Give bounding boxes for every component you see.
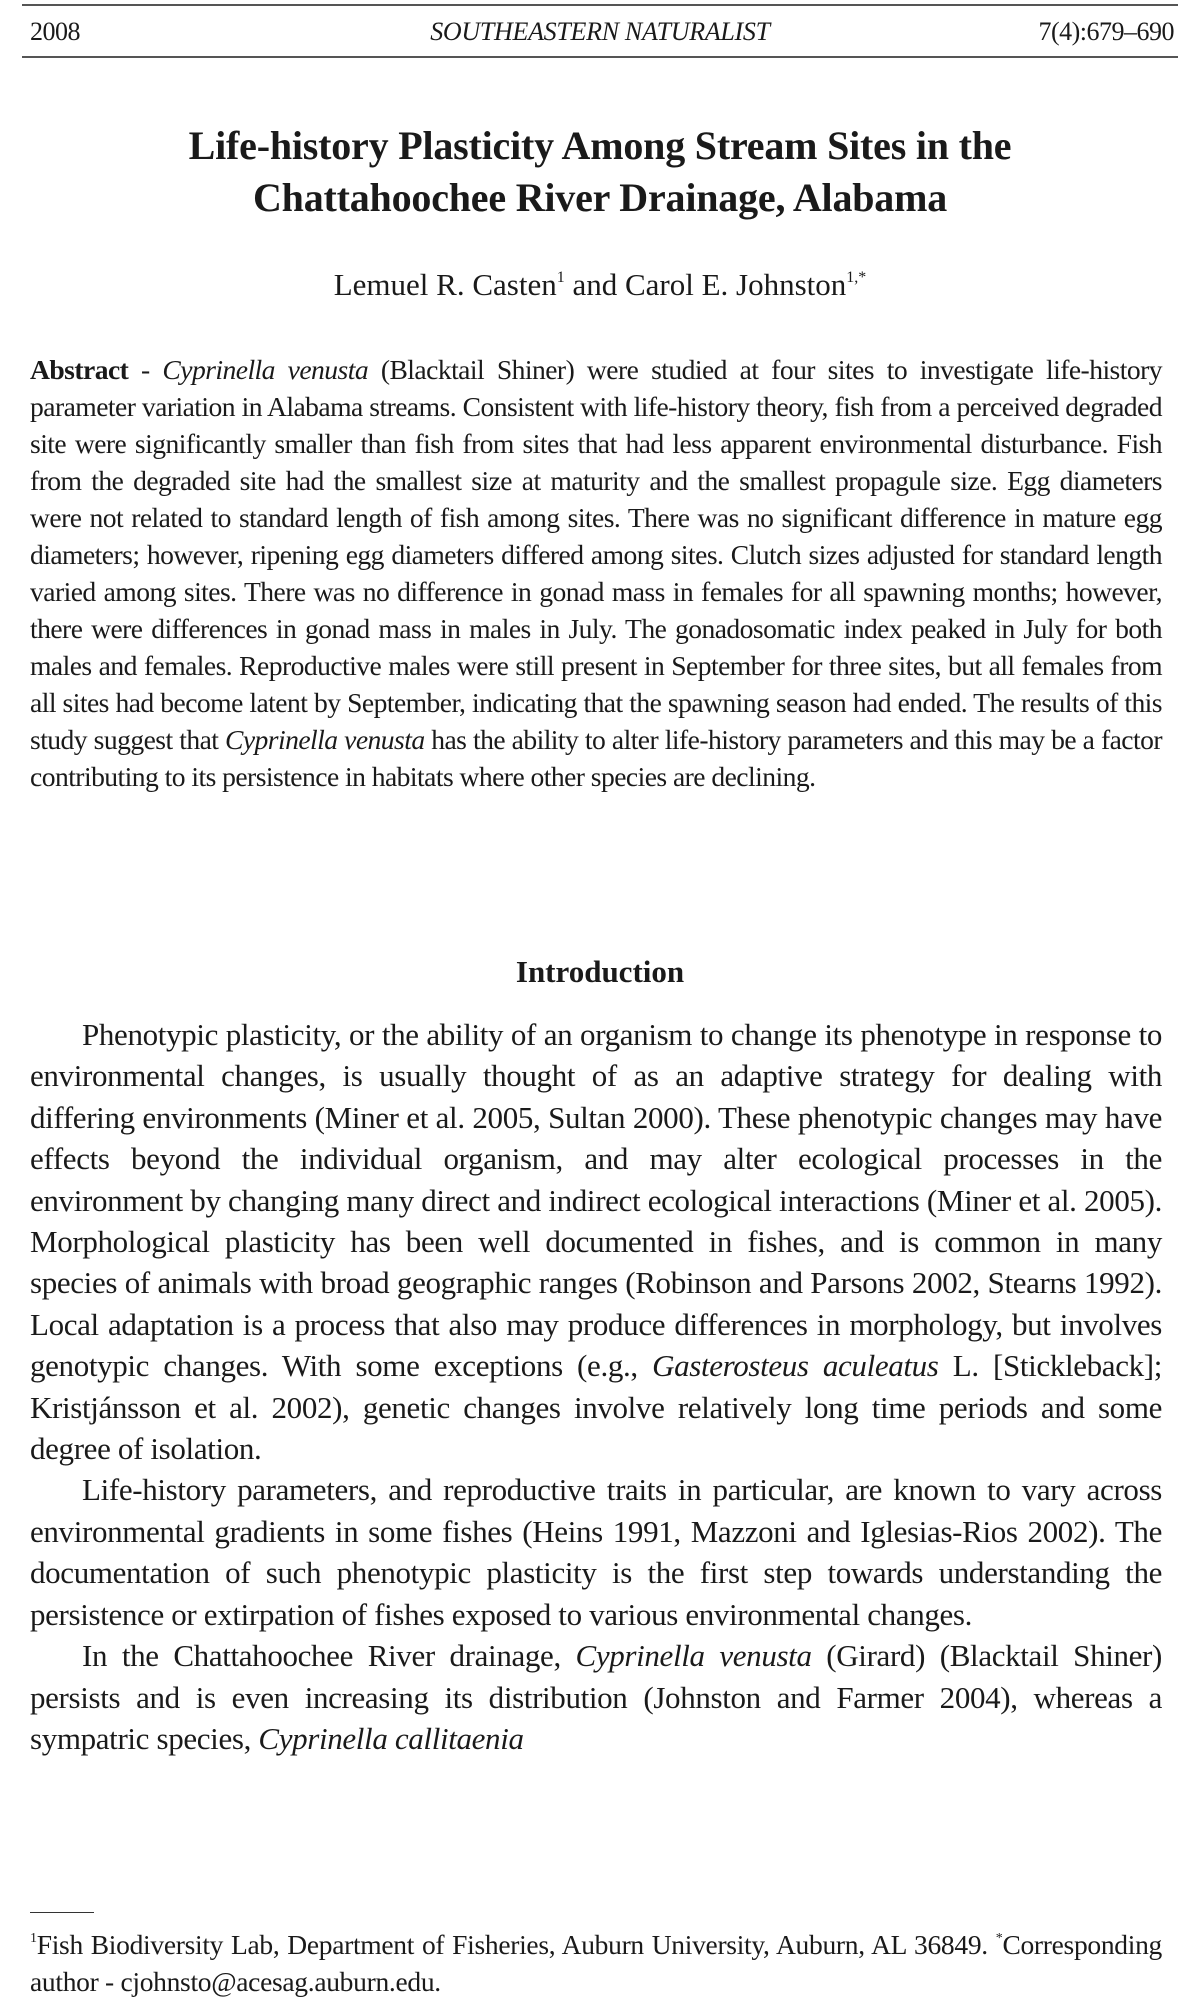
paragraph-text: L. [Stickleback]; Kristjánsson et al. 2002), genetic changes involve relatively long time periods and some degree of isolation. (30, 1348, 1162, 1467)
paragraph-text: In the Chattahoochee River drainage, (82, 1638, 576, 1674)
footnote-marker: * (995, 1931, 1003, 1946)
abstract-label: Abstract (30, 354, 129, 385)
abstract-text: (Blacktail Shiner) were studied at four sites to investigate life-history parameter variation in Alabama streams. Consistent with life-history theory, fish from a perceived degraded site were significantly smaller than fish from sites that had less apparent environmental disturbance. Fish from the degraded site had the smallest size at maturity and the smallest propagule size. Egg diameters were not related to standard length of fish among sites. There was no significant difference in mature egg diameters; however, ripening egg diameters differed among sites. Clutch sizes adjusted for standard length varied among sites. There was no difference in gonad mass in females for all spawning months; however, there were differences in gonad mass in males in July. The gonadosomatic index peaked in July for both males and females. Reproductive males were still present in September for three sites, but all females from all sites had become latent by September, indicating that the spawning season had ended. The results of this study suggest that (30, 354, 1162, 755)
species-name: Cyprinella venusta (162, 354, 369, 385)
introduction-body (30, 1014, 1162, 1759)
species-name: Gasterosteus aculeatus (652, 1348, 939, 1384)
paragraph-text: (Girard) (Blacktail Shiner) persists and is even increasing its distribution (Johnston and Farmer 2004), whereas a sympatric species, (30, 1638, 1162, 1756)
header-bottom-rule (22, 56, 1178, 58)
publication-year: 2008 (30, 17, 80, 46)
paragraph (30, 1635, 1162, 1759)
title-line-2: Chattahoochee River Drainage, Alabama (252, 175, 948, 220)
volume-pages: 7(4):679–690 (1038, 17, 1174, 46)
species-name: Cyprinella venusta (575, 1638, 812, 1674)
paragraph (30, 1014, 1162, 1469)
author-joiner: and (572, 267, 618, 302)
paragraph (30, 1469, 1162, 1635)
title-line-1: Life-history Plasticity Among Stream Sites in the (188, 123, 1012, 168)
abstract (30, 351, 1162, 795)
affiliation-marker: 1 (556, 269, 565, 286)
affiliation-marker: 1,* (846, 269, 867, 286)
article-title (60, 120, 1140, 224)
section-heading-introduction: Introduction (515, 954, 685, 989)
affiliation-text: Fish Biodiversity Lab, Department of Fisheries, Auburn University, Auburn, AL 36849. (36, 1929, 996, 1960)
author-name: Carol E. Johnston (624, 267, 847, 302)
abstract-separator: - (128, 354, 163, 385)
abstract-text: has the ability to alter life-history parameters and this may be a factor contributing to its persistence in habitats where other species are declining. (30, 724, 1162, 792)
header-top-rule (22, 4, 1178, 6)
journal-name: SOUTHEASTERN NATURALIST (430, 17, 770, 46)
footnote-marker: 1 (30, 1931, 37, 1946)
footnote (30, 1920, 1162, 2000)
author-list (60, 258, 1140, 305)
corresponding-author-text: Corresponding author - cjohnsto@acesag.auburn.edu. (30, 1929, 1162, 1997)
species-name: Cyprinella venusta (225, 724, 425, 755)
author-name: Lemuel R. Casten (333, 267, 557, 302)
paragraph-text: Life-history parameters, and reproductive traits in particular, are known to vary across environmental gradients in some fishes (Heins 1991, Mazzoni and Iglesias-Rios 2002). The documentation of such phenotypic plasticity is the first step towards understanding the persistence or extirpation of fishes exposed to various environmental changes. (30, 1472, 1162, 1632)
running-head (22, 12, 1178, 52)
paragraph-text: Phenotypic plasticity, or the ability of an organism to change its phenotype in response to environmental changes, is usually thought of as an adaptive strategy for dealing with differing environments (Miner et al. 2005, Sultan 2000). These phenotypic changes may have effects beyond the individual organism, and may alter ecological processes in the environment by changing many direct and indirect ecological interactions (Miner et al. 2005). Morphological plasticity has been well documented in fishes, and is common in many species of animals with broad geographic ranges (Robinson and Parsons 2002, Stearns 1992). Local adaptation is a process that also may produce differences in morphology, but involves genotypic changes. With some exceptions (e.g., (30, 1017, 1162, 1384)
footnote-rule (30, 1912, 94, 1913)
species-name: Cyprinella callitaenia (258, 1720, 524, 1756)
